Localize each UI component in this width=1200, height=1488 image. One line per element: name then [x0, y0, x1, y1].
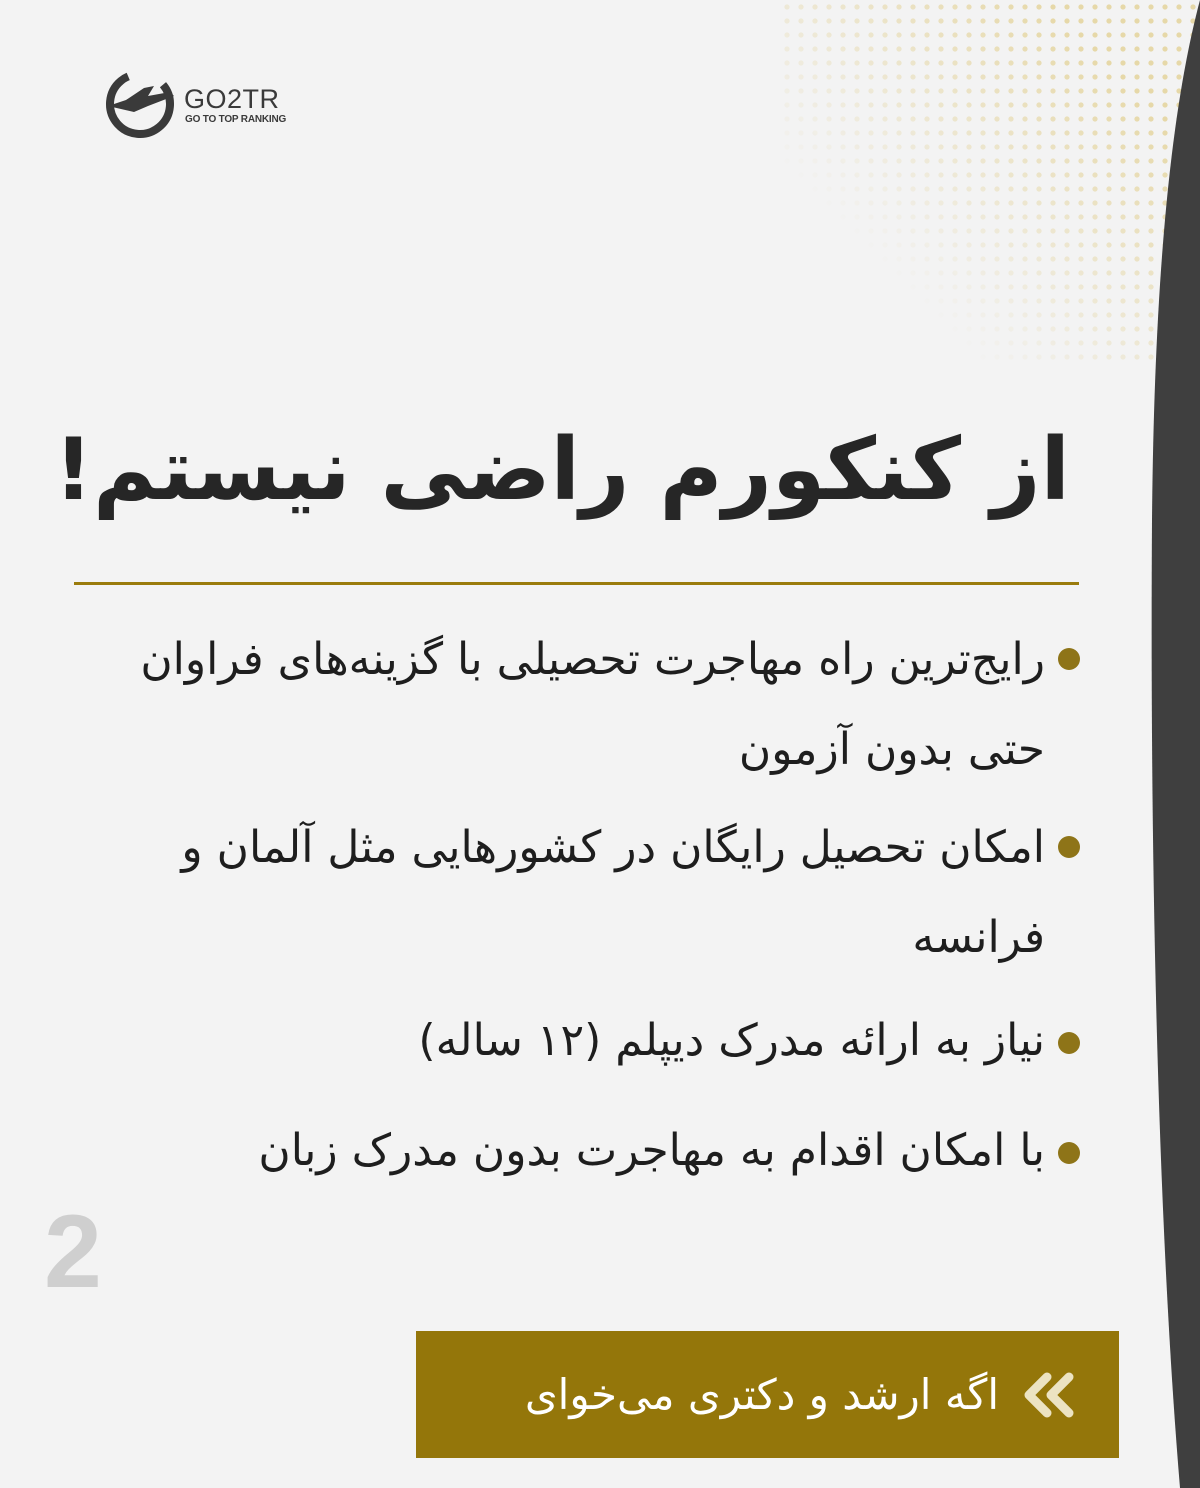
brand-logo — [104, 66, 304, 140]
bullet-icon — [1058, 1032, 1080, 1054]
bullet-icon — [1058, 1142, 1080, 1164]
dot-pattern-decoration — [780, 0, 1200, 360]
bullet-icon — [1058, 836, 1080, 858]
bullet-item: با امکان اقدام به مهاجرت بدون مدرک زبان — [258, 1125, 1045, 1176]
cta-label: اگه ارشد و دکتری می‌خوای — [524, 1370, 999, 1419]
page-title: از کنکورم راضی نیستم! — [53, 420, 1070, 520]
double-chevron-left-icon — [1021, 1372, 1077, 1418]
page-number: 2 — [44, 1194, 102, 1310]
bullet-item: رایج‌ترین راه مهاجرت تحصیلی با گزینه‌های فراوان حتی بدون آزمون — [140, 634, 1045, 775]
plane-globe-icon — [104, 66, 178, 140]
bullet-icon — [1058, 648, 1080, 670]
brand-tagline: GO TO TOP RANKING — [185, 114, 287, 125]
brand-name: GO2TR — [184, 84, 280, 114]
bullet-item: نیاز به ارائه مدرک دیپلم (۱۲ ساله) — [418, 1015, 1045, 1066]
title-divider — [74, 582, 1079, 585]
bullet-item: امکان تحصیل رایگان در کشورهایی مثل آلمان و فرانسه — [181, 822, 1045, 963]
master-phd-button[interactable] — [416, 1331, 1119, 1458]
